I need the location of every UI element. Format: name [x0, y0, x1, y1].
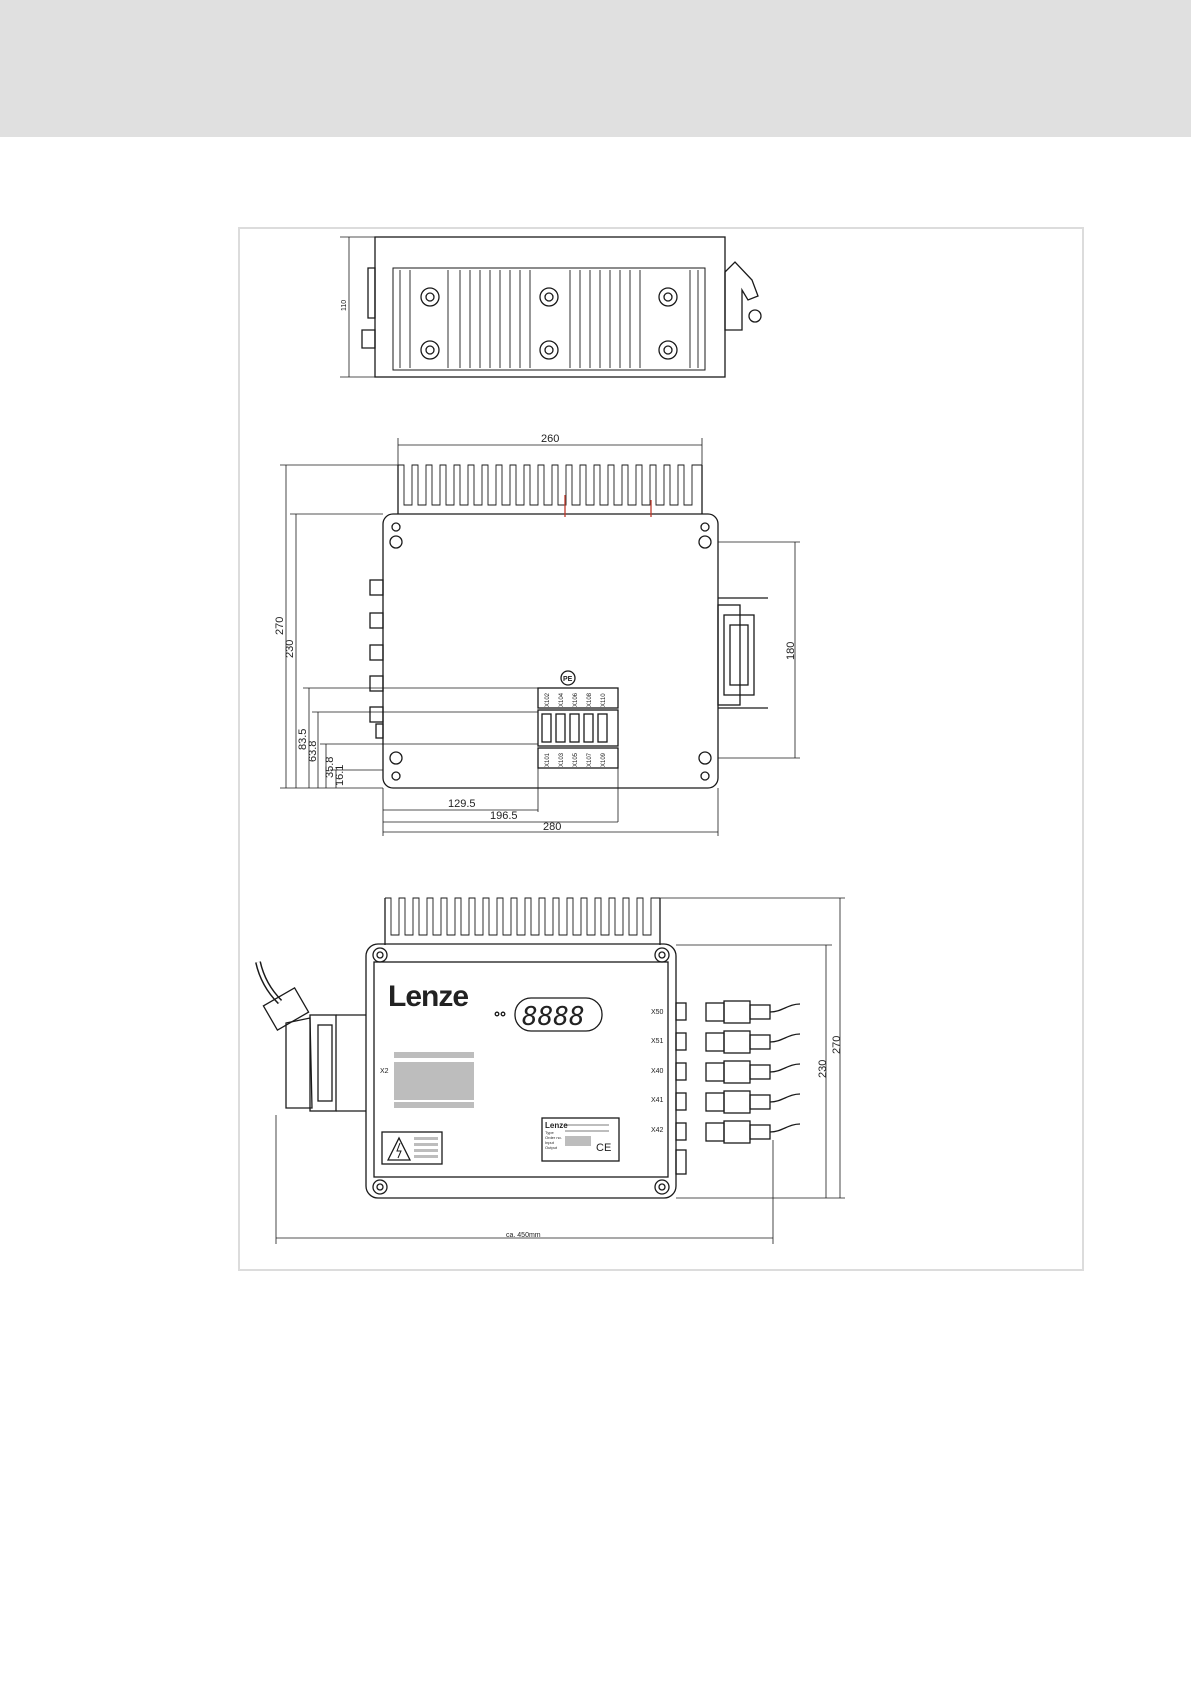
status-leds: [495, 1012, 505, 1016]
right-connectors: [676, 1003, 686, 1174]
side-view-right-connector: [725, 262, 758, 330]
connector-x2-label: X2: [380, 1068, 389, 1075]
top-view-housing: [383, 514, 718, 788]
terminal-x102-label: X102: [545, 692, 551, 707]
dim-129-5: 129.5: [448, 798, 476, 810]
ce-mark: CE: [596, 1142, 612, 1154]
terminal-block: [538, 710, 618, 746]
side-view-outline: [375, 237, 725, 377]
left-plug-x2: [258, 962, 366, 1111]
terminal-slots: [542, 714, 607, 742]
terminal-x107-label: X107: [587, 752, 593, 767]
nameplate-fields: [545, 1130, 562, 1150]
dim-front-230: 230: [817, 1059, 829, 1078]
nameplate-field-type: Type: [545, 1130, 554, 1135]
terminal-x104-label: X104: [559, 692, 565, 707]
side-view-fin-area: [393, 268, 705, 370]
terminal-top-labels: [545, 692, 607, 707]
top-view-left-connectors: [370, 580, 383, 738]
dim-total-height: 270: [274, 616, 286, 635]
top-view-right-connector: [718, 598, 768, 708]
side-view-left-connectors: [362, 268, 375, 348]
front-view-heatsink-fins: [385, 898, 660, 935]
terminal-x101-label: X101: [545, 752, 551, 767]
dim-front-270: 270: [831, 1035, 843, 1054]
display-digits: 8888: [522, 1002, 585, 1032]
dim-total-length: ca. 450mm: [506, 1232, 541, 1239]
connector-x51-label: X51: [651, 1038, 664, 1045]
dim-16-1: 16.1: [334, 764, 346, 786]
info-label-area: [394, 1052, 474, 1108]
dim-83-5: 83.5: [297, 728, 309, 750]
terminal-x103-label: X103: [559, 752, 565, 767]
dim-196-5: 196.5: [490, 810, 518, 822]
terminal-bottom-labels: [545, 752, 607, 767]
front-view: [258, 898, 845, 1244]
dim-280: 280: [543, 821, 562, 833]
dim-hole-spacing: 180: [785, 641, 797, 660]
front-view-dim-lines: [276, 898, 845, 1244]
side-view-fins: [400, 270, 698, 368]
dim-body-height: 230: [284, 639, 296, 658]
pe-label: PE: [563, 676, 573, 683]
top-view-heatsink-fins: [398, 465, 702, 505]
m12-cables: [706, 1001, 800, 1143]
connector-x50-label: X50: [651, 1009, 664, 1016]
terminal-x109-label: X109: [601, 752, 607, 767]
dim-heatsink-width: 260: [541, 433, 560, 445]
terminal-x108-label: X108: [587, 692, 593, 707]
nameplate-field-order: Order no.: [545, 1135, 562, 1140]
nameplate-field-input: Input: [545, 1140, 554, 1145]
side-view: [340, 237, 761, 377]
nameplate-brand: Lenze: [545, 1121, 568, 1130]
front-view-heatsink-sides: [385, 898, 660, 945]
top-view: [280, 438, 800, 836]
terminal-x105-label: X105: [573, 752, 579, 767]
warning-label-text-lines: [414, 1137, 438, 1158]
side-view-height-label: 110: [341, 299, 348, 311]
dim-63-8: 63.8: [307, 740, 319, 762]
nameplate-field-output: Output: [545, 1145, 558, 1150]
warning-label: [382, 1132, 442, 1164]
dim-35-8: 35.8: [324, 756, 336, 778]
top-view-dim-lines: [280, 438, 800, 836]
terminal-x110-label: X110: [601, 693, 607, 707]
terminal-x106-label: X106: [573, 692, 579, 707]
connector-x40-label: X40: [651, 1068, 664, 1075]
side-view-latch: [749, 310, 761, 322]
connector-x41-label: X41: [651, 1097, 664, 1104]
lenze-logo: Lenze: [388, 980, 469, 1013]
lightning-bolt-icon: [397, 1143, 401, 1158]
side-view-screws: [421, 288, 677, 359]
connector-x42-label: X42: [651, 1127, 664, 1134]
